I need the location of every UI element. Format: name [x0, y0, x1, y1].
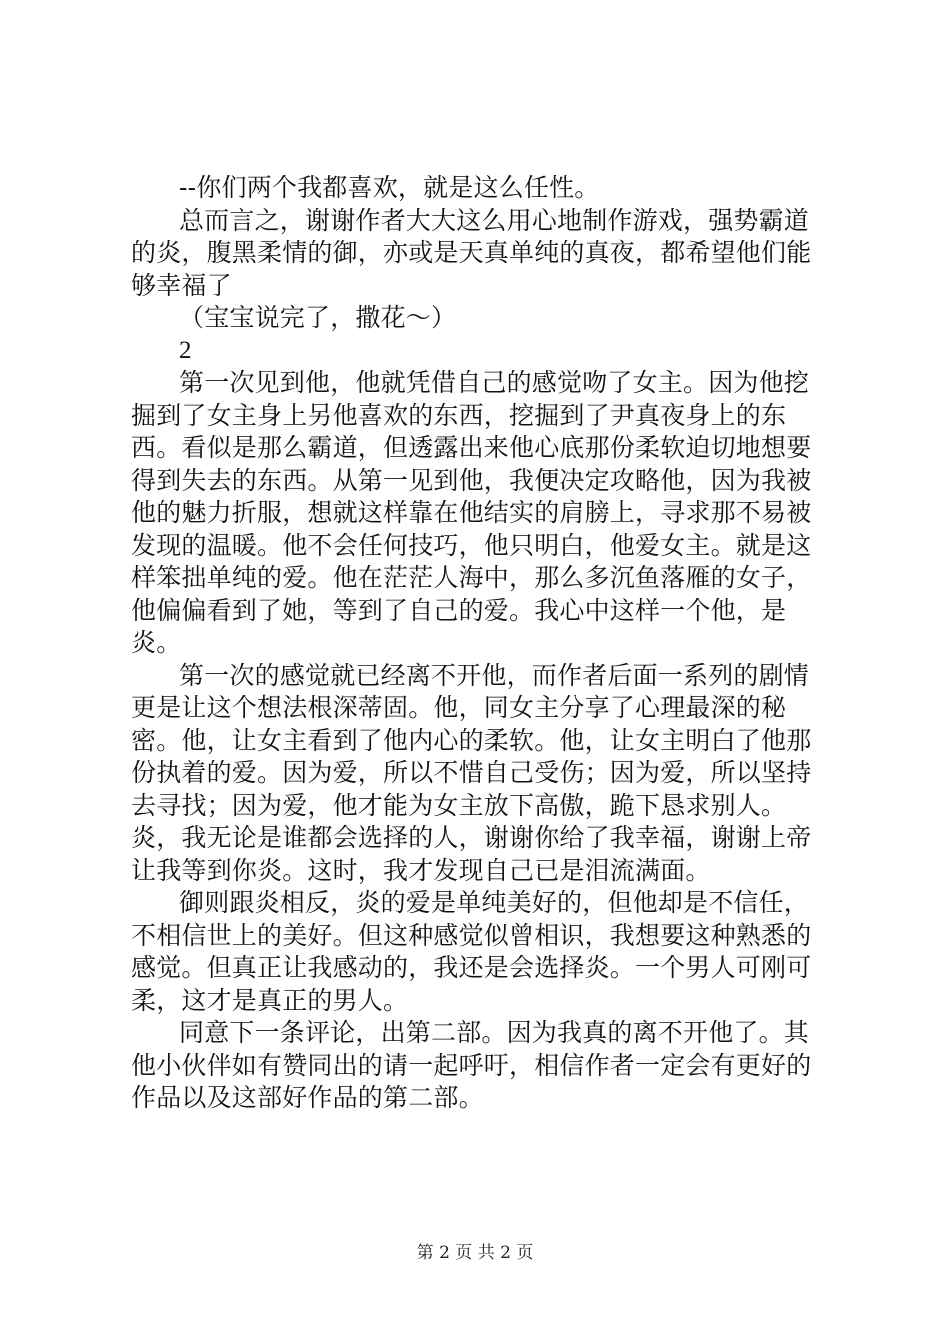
paragraph-first-meeting: 第一次见到他，他就凭借自己的感觉吻了女主。因为他挖掘到了女主身上另他喜欢的东西，挖掘到了尹真夜身上的东西。看似是那么霸道，但透露出来他心底那份柔软迫切地想要得到失去的东西。从第一见到他，我便决定攻略他，因为我被他的魅力折服，想就这样靠在他结实的肩膀上，寻求那不易被发现的温暖。他不会任何技巧，他只明白，他爱女主。就是这样笨拙单纯的爱。他在茫茫人海中，那么多沉鱼落雁的女子，他偏偏看到了她，等到了自己的爱。我心中这样一个他，是炎。: [131, 368, 812, 657]
page-footer: 第 2 页 共 2 页: [416, 1243, 534, 1263]
paragraph-aside: （宝宝说完了，撒花～）: [179, 303, 457, 332]
document-body: [131, 172, 831, 1115]
section-number: 2: [179, 336, 192, 364]
paragraph-first-feeling: 第一次的感觉就已经离不开他，而作者后面一系列的剧情更是让这个想法根深蒂固。他，同女主分享了心理最深的秘密。他，让女主看到了他内心的柔软。他，让女主明白了他那份执着的爱。因为爱，所以不惜自己受伤；因为爱，所以坚持去寻找；因为爱，他才能为女主放下高傲，跪下恳求别人。炎，我无论是谁都会选择的人，谢谢你给了我幸福，谢谢上帝让我等到你炎。这时，我才发现自己已是泪流满面。: [131, 660, 812, 885]
paragraph-thanks: 总而言之，谢谢作者大大这么用心地制作游戏，强势霸道的炎，腹黑柔情的御，亦或是天真单纯的真夜，都希望他们能够幸福了: [131, 205, 812, 300]
paragraph-second-part: 同意下一条评论，出第二部。因为我真的离不开他了。其他小伙伴如有赞同出的请一起呼吁，相信作者一定会有更好的作品以及这部好作品的第二部。: [131, 1018, 812, 1112]
paragraph-yu-contrast: 御则跟炎相反，炎的爱是单纯美好的，但他却是不信任，不相信世上的美好。但这种感觉似曾相识，我想要这种熟悉的感觉。但真正让我感动的，我还是会选择炎。一个男人可刚可柔，这才是真正的男人。: [131, 888, 812, 1015]
paragraph-closing-remark: --你们两个我都喜欢，就是这么任性。: [179, 173, 600, 202]
